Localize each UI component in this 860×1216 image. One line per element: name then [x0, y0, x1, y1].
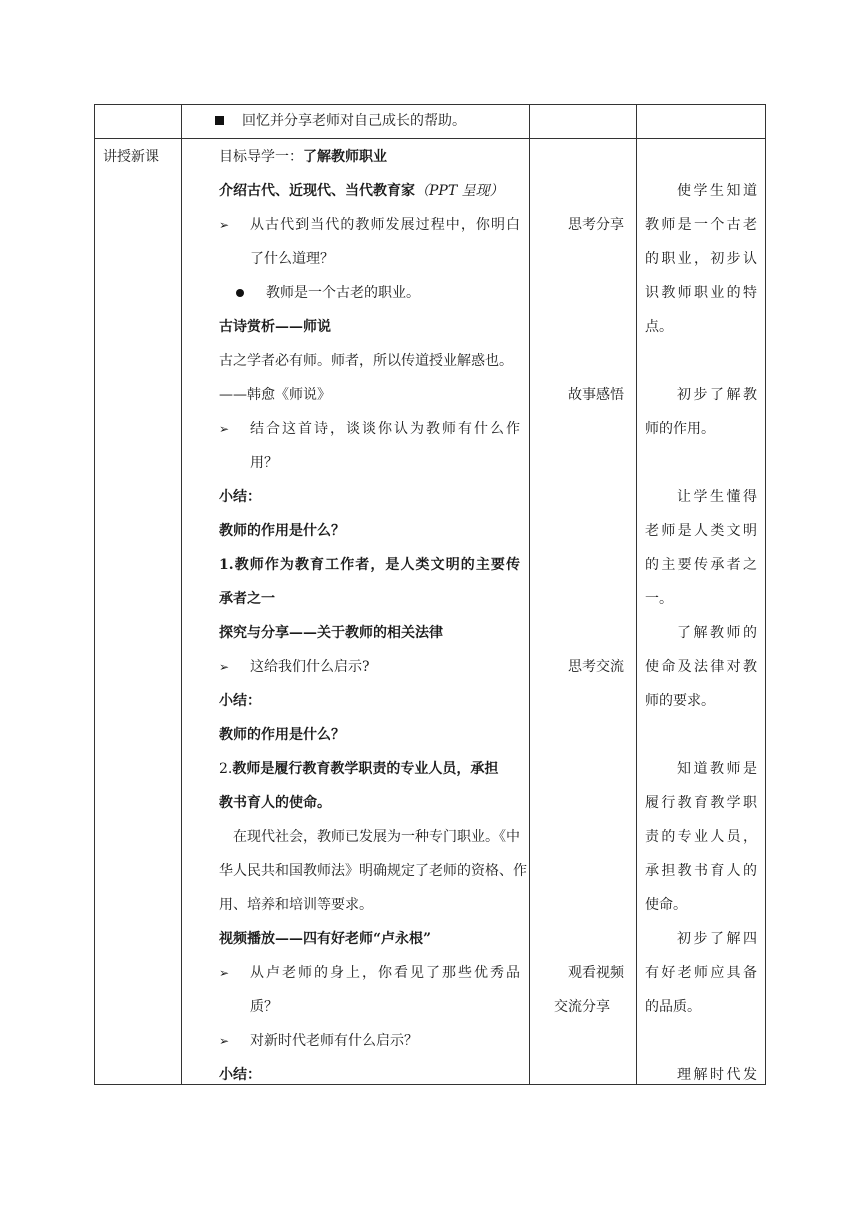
intent-4-line-2: 使命及法律对教 [645, 659, 757, 675]
intent-3-line-2: 老师是人类文明 [645, 523, 757, 539]
point-1-line-1: 1.教师作为教育工作者，是人类文明的主要传 [219, 557, 520, 573]
arrow-bullet-icon: ➢ [219, 660, 230, 674]
goal-heading [219, 147, 387, 167]
arrow-bullet-icon: ➢ [219, 422, 230, 436]
role-question-2: 教师的作用是什么？ [219, 727, 345, 743]
intent-3-line-4: 一。 [645, 591, 673, 607]
section-label: 讲授新课 [103, 149, 159, 165]
intent-1-line-2: 教师是一个古老 [645, 217, 757, 233]
arrow-bullet-icon: ➢ [219, 218, 230, 232]
round-bullet-icon [236, 289, 244, 297]
column-divider [636, 105, 637, 1084]
intent-2-line-2: 师的作用。 [645, 421, 715, 437]
paragraph-line-3: 用、培养和培训等要求。 [219, 897, 373, 913]
intro-bold: 介绍古代、近现代、当代教育家 [219, 183, 415, 199]
question-2-line-1: 结合这首诗，谈谈你认为教师有什么作 [250, 421, 520, 437]
intent-4-line-1: 了解教师的 [677, 625, 757, 641]
intent-6-line-1: 初步了解四 [677, 931, 757, 947]
activity-3: 思考交流 [568, 659, 624, 675]
intent-5-line-5: 使命。 [645, 897, 687, 913]
intent-5-line-2: 履行教育教学职 [645, 795, 757, 811]
activity-4-line-1: 观看视频 [568, 965, 624, 981]
poem-line: 古之学者必有师。师者，所以传道授业解惑也。 [219, 353, 513, 369]
intro-line [219, 181, 504, 201]
question-1-line-1: 从古代到当代的教师发展过程中，你明白 [250, 217, 520, 233]
poem-title: 古诗赏析——师说 [219, 319, 331, 335]
intent-3-line-3: 的主要传承者之 [645, 557, 757, 573]
intro-italic: （PPT 呈现） [415, 183, 504, 199]
intent-3-line-1: 让学生懂得 [677, 489, 757, 505]
intent-5-line-1: 知道教师是 [677, 761, 757, 777]
answer-1: 教师是一个古老的职业。 [266, 285, 420, 301]
row1-bullet-text: 回忆并分享老师对自己成长的帮助。 [242, 113, 466, 129]
point-1-line-2: 承者之一 [219, 591, 275, 607]
question-4-line-1: 从卢老师的身上，你看见了那些优秀品 [250, 965, 520, 981]
question-3: 这给我们什么启示? [250, 659, 370, 675]
law-title: 探究与分享——关于教师的相关法律 [219, 625, 443, 641]
intent-1-line-3: 的职业，初步认 [645, 251, 757, 267]
intent-7-line-1: 理解时代发 [677, 1067, 757, 1083]
goal-prefix: 目标导学一： [219, 149, 303, 165]
activity-4-line-2: 交流分享 [554, 999, 610, 1015]
intent-2-line-1: 初步了解教 [677, 387, 757, 403]
activity-1: 思考分享 [568, 217, 624, 233]
intent-1-line-1: 使学生知道 [677, 183, 757, 199]
summary-3: 小结： [219, 1067, 261, 1083]
question-1-line-2: 了什么道理？ [250, 251, 334, 267]
point-2-number: 2. [219, 761, 233, 777]
arrow-bullet-icon: ➢ [219, 1034, 230, 1048]
summary-1: 小结： [219, 489, 261, 505]
intent-1-line-4: 识教师职业的特 [645, 285, 757, 301]
question-4-line-2: 质？ [250, 999, 278, 1015]
video-title: 视频播放——四有好老师“卢永根” [219, 931, 432, 947]
paragraph-line-2: 华人民共和国教师法》明确规定了老师的资格、作 [219, 863, 527, 879]
summary-2: 小结： [219, 693, 261, 709]
intent-6-line-3: 的品质。 [645, 999, 701, 1015]
question-5: 对新时代老师有什么启示？ [250, 1033, 418, 1049]
intent-5-line-3: 责的专业人员， [645, 829, 757, 845]
question-2-line-2: 用？ [250, 455, 278, 471]
arrow-bullet-icon: ➢ [219, 966, 230, 980]
square-bullet-icon [215, 116, 224, 125]
point-2-line-2: 教书育人的使命。 [219, 795, 331, 811]
point-2-text: 教师是履行教育教学职责的专业人员，承担 [232, 761, 499, 777]
column-divider [529, 105, 530, 1084]
paragraph-line-1: 在现代社会，教师已发展为一种专门职业。《中 [233, 829, 520, 845]
poem-author: ——韩愈《师说》 [219, 387, 331, 403]
activity-2: 故事感悟 [568, 387, 624, 403]
point-2-line-1 [219, 759, 498, 779]
goal-title: 了解教师职业 [303, 149, 387, 165]
role-question-1: 教师的作用是什么？ [219, 523, 345, 539]
intent-6-line-2: 有好老师应具备 [645, 965, 757, 981]
row-divider [95, 138, 765, 139]
intent-1-line-5: 点。 [645, 319, 673, 335]
column-divider [181, 105, 182, 1084]
intent-4-line-3: 师的要求。 [645, 693, 715, 709]
intent-5-line-4: 承担教书育人的 [645, 863, 757, 879]
